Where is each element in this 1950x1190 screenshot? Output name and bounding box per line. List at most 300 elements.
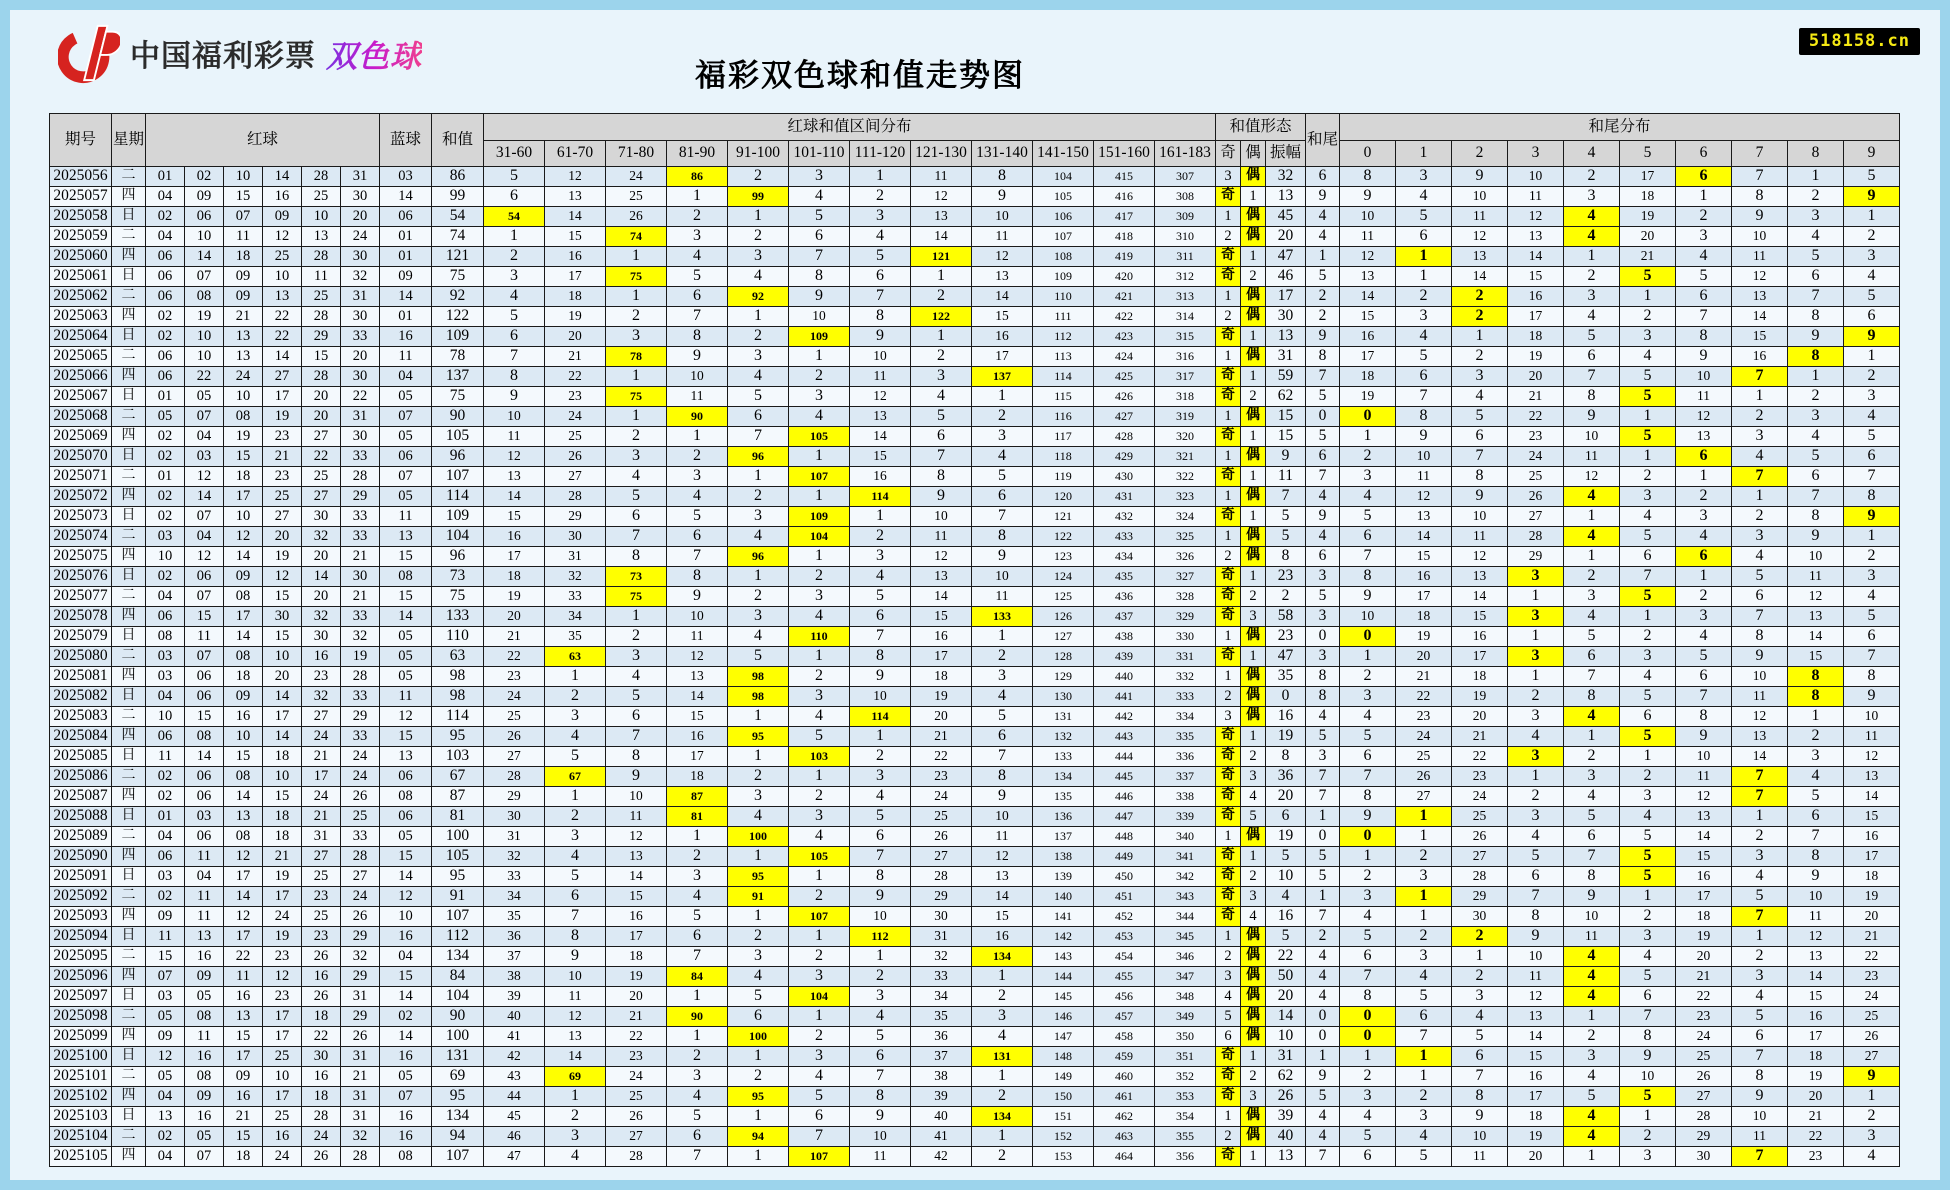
table-row	[50, 1087, 1900, 1107]
tail-dist-cell: 5	[1396, 347, 1452, 367]
range-miss-cell: 43	[484, 1067, 545, 1087]
range-miss-cell: 3	[606, 647, 667, 667]
red-ball-cell: 15	[263, 627, 302, 647]
amplitude-cell: 59	[1266, 367, 1306, 387]
tail-dist-cell: 24	[1452, 787, 1508, 807]
range-miss-cell: 34	[911, 987, 972, 1007]
tail-dist-cell: 2	[1396, 927, 1452, 947]
tail-dist-cell: 23	[1396, 707, 1452, 727]
amplitude-cell: 19	[1266, 727, 1306, 747]
range-col-header: 121-130	[911, 141, 972, 167]
range-miss-cell: 12	[545, 167, 606, 187]
even-cell: 偶	[1241, 527, 1266, 547]
odd-cell: 奇	[1216, 187, 1241, 207]
tail-dist-cell: 1	[1620, 747, 1676, 767]
tail-hit-cell: 1	[1396, 807, 1452, 827]
range-miss-cell: 28	[545, 487, 606, 507]
tail-dist-cell: 13	[1788, 607, 1844, 627]
range-miss-cell: 1	[728, 747, 789, 767]
range-col-header: 101-110	[789, 141, 850, 167]
even-cell: 1	[1241, 507, 1266, 527]
tail-dist-cell: 14	[1452, 267, 1508, 287]
even-cell: 2	[1241, 747, 1266, 767]
tail-dist-cell: 2	[1452, 967, 1508, 987]
range-hit-cell: 112	[850, 927, 911, 947]
range-hit-cell: 121	[911, 247, 972, 267]
range-miss-cell: 1	[728, 1147, 789, 1167]
issue-cell: 2025104	[50, 1127, 112, 1147]
range-miss-cell: 5	[545, 867, 606, 887]
tail-hit-cell: 9	[1844, 507, 1900, 527]
range-miss-cell: 1	[728, 567, 789, 587]
amplitude-cell: 23	[1266, 567, 1306, 587]
range-miss-cell: 15	[972, 307, 1033, 327]
tail-dist-cell: 22	[1844, 947, 1900, 967]
red-ball-cell: 32	[341, 627, 380, 647]
tail-dist-cell: 8	[1396, 407, 1452, 427]
issue-cell: 2025101	[50, 1067, 112, 1087]
tail-dist-cell: 5	[1340, 727, 1396, 747]
tail-dist-cell: 16	[1788, 1007, 1844, 1027]
tail-cell: 7	[1306, 767, 1340, 787]
tail-dist-cell: 12	[1788, 927, 1844, 947]
range-miss-cell: 1	[789, 927, 850, 947]
range-hit-cell: 105	[789, 847, 850, 867]
table-row	[50, 167, 1900, 187]
red-ball-cell: 33	[341, 507, 380, 527]
even-cell: 偶	[1241, 967, 1266, 987]
range-miss-cell: 2	[606, 427, 667, 447]
tail-cell: 6	[1306, 447, 1340, 467]
tail-dist-cell: 3	[1844, 567, 1900, 587]
tail-dist-cell: 8	[1620, 1027, 1676, 1047]
tail-dist-cell: 1	[1844, 1087, 1900, 1107]
range-miss-cell: 14	[972, 287, 1033, 307]
tail-dist-cell: 7	[1676, 687, 1732, 707]
even-cell: 偶	[1241, 1027, 1266, 1047]
amplitude-cell: 47	[1266, 647, 1306, 667]
red-ball-cell: 31	[302, 827, 341, 847]
range-hit-cell: 75	[606, 587, 667, 607]
tail-dist-cell: 3	[1508, 707, 1564, 727]
tail-cell: 0	[1306, 1007, 1340, 1027]
red-ball-cell: 17	[263, 887, 302, 907]
tail-dist-cell: 6	[1732, 587, 1788, 607]
range-miss-cell: 31	[484, 827, 545, 847]
red-ball-cell: 06	[146, 247, 185, 267]
issue-cell: 2025070	[50, 447, 112, 467]
tail-dist-cell: 14	[1676, 827, 1732, 847]
tail-dist-cell: 1	[1788, 707, 1844, 727]
tail-cell: 0	[1306, 627, 1340, 647]
range-miss-cell: 13	[911, 207, 972, 227]
sum-cell: 134	[432, 1107, 484, 1127]
tail-hit-cell: 3	[1508, 747, 1564, 767]
range-miss-cell: 18	[911, 667, 972, 687]
red-ball-cell: 24	[302, 727, 341, 747]
tail-dist-cell: 11	[1732, 687, 1788, 707]
blue-ball-cell: 11	[380, 507, 432, 527]
tail-dist-cell: 20	[1676, 947, 1732, 967]
tail-dist-cell: 9	[1340, 587, 1396, 607]
tail-dist-cell: 2	[1788, 727, 1844, 747]
range-miss-cell: 7	[667, 947, 728, 967]
tail-hit-cell: 3	[1508, 607, 1564, 627]
sum-cell: 131	[432, 1047, 484, 1067]
week-cell: 四	[112, 187, 146, 207]
range-miss-cell: 9	[545, 947, 606, 967]
range-miss-cell: 1	[789, 1007, 850, 1027]
tail-dist-cell: 19	[1676, 927, 1732, 947]
range-miss-cell: 132	[1033, 727, 1094, 747]
table-row	[50, 1127, 1900, 1147]
issue-cell: 2025076	[50, 567, 112, 587]
week-cell: 日	[112, 687, 146, 707]
table-row	[50, 487, 1900, 507]
range-miss-cell: 9	[850, 667, 911, 687]
range-miss-cell: 3	[545, 1127, 606, 1147]
red-ball-cell: 15	[146, 947, 185, 967]
red-ball-cell: 19	[263, 927, 302, 947]
even-cell: 偶	[1241, 307, 1266, 327]
red-ball-cell: 21	[302, 747, 341, 767]
tail-dist-cell: 7	[1732, 167, 1788, 187]
tail-cell: 1	[1306, 887, 1340, 907]
range-miss-cell: 1	[606, 247, 667, 267]
tail-dist-cell: 13	[1340, 267, 1396, 287]
issue-cell: 2025064	[50, 327, 112, 347]
week-cell: 日	[112, 1047, 146, 1067]
tail-dist-cell: 8	[1564, 867, 1620, 887]
red-ball-cell: 14	[224, 627, 263, 647]
range-miss-cell: 434	[1094, 547, 1155, 567]
red-ball-cell: 15	[224, 187, 263, 207]
range-miss-cell: 36	[911, 1027, 972, 1047]
range-miss-cell: 6	[972, 487, 1033, 507]
tail-dist-cell: 7	[1508, 887, 1564, 907]
tail-dist-cell: 22	[1676, 987, 1732, 1007]
range-miss-cell: 20	[606, 987, 667, 1007]
odd-cell: 奇	[1216, 727, 1241, 747]
range-miss-cell: 4	[728, 527, 789, 547]
range-miss-cell: 15	[484, 507, 545, 527]
red-ball-cell: 22	[224, 947, 263, 967]
tail-dist-cell: 7	[1452, 1067, 1508, 1087]
range-miss-cell: 3	[972, 427, 1033, 447]
week-cell: 二	[112, 347, 146, 367]
tail-dist-cell: 8	[1844, 667, 1900, 687]
red-ball-cell: 02	[146, 207, 185, 227]
range-miss-cell: 351	[1155, 1047, 1216, 1067]
tail-dist-cell: 8	[1732, 1067, 1788, 1087]
range-miss-cell: 19	[911, 687, 972, 707]
range-miss-cell: 331	[1155, 647, 1216, 667]
red-ball-cell: 10	[146, 707, 185, 727]
tail-dist-cell: 29	[1508, 547, 1564, 567]
amplitude-cell: 10	[1266, 1027, 1306, 1047]
red-ball-cell: 10	[263, 1067, 302, 1087]
amplitude-cell: 13	[1266, 327, 1306, 347]
tail-dist-cell: 15	[1676, 847, 1732, 867]
range-miss-cell: 13	[545, 187, 606, 207]
tail-cell: 8	[1306, 687, 1340, 707]
tail-cell: 2	[1306, 287, 1340, 307]
table-row	[50, 587, 1900, 607]
red-ball-cell: 08	[224, 407, 263, 427]
red-ball-cell: 31	[341, 1047, 380, 1067]
range-hit-cell: 109	[789, 507, 850, 527]
odd-cell: 1	[1216, 287, 1241, 307]
range-miss-cell: 4	[789, 707, 850, 727]
tail-dist-cell: 10	[1620, 1067, 1676, 1087]
tail-dist-cell: 4	[1788, 227, 1844, 247]
range-miss-cell: 435	[1094, 567, 1155, 587]
red-ball-cell: 15	[224, 1027, 263, 1047]
even-cell: 偶	[1241, 1107, 1266, 1127]
range-miss-cell: 18	[667, 767, 728, 787]
week-cell: 四	[112, 1087, 146, 1107]
range-miss-cell: 9	[789, 287, 850, 307]
issue-cell: 2025099	[50, 1027, 112, 1047]
red-ball-cell: 15	[224, 447, 263, 467]
tail-dist-cell: 14	[1844, 787, 1900, 807]
range-hit-cell: 134	[972, 947, 1033, 967]
tail-dist-cell: 23	[1452, 767, 1508, 787]
odd-cell: 2	[1216, 547, 1241, 567]
range-miss-cell: 11	[667, 387, 728, 407]
sum-cell: 133	[432, 607, 484, 627]
red-ball-cell: 30	[341, 427, 380, 447]
tail-dist-cell: 8	[1452, 1087, 1508, 1107]
red-ball-cell: 31	[341, 1107, 380, 1127]
range-miss-cell: 319	[1155, 407, 1216, 427]
range-miss-cell: 2	[911, 347, 972, 367]
red-ball-cell: 30	[302, 627, 341, 647]
range-hit-cell: 95	[728, 1087, 789, 1107]
issue-cell: 2025091	[50, 867, 112, 887]
blue-ball-cell: 08	[380, 1147, 432, 1167]
table-row	[50, 807, 1900, 827]
range-miss-cell: 24	[606, 167, 667, 187]
red-ball-cell: 18	[263, 747, 302, 767]
blue-ball-cell: 15	[380, 727, 432, 747]
blue-ball-cell: 08	[380, 567, 432, 587]
red-ball-cell: 03	[146, 987, 185, 1007]
range-miss-cell: 4	[972, 687, 1033, 707]
tail-dist-cell: 3	[1340, 687, 1396, 707]
odd-cell: 奇	[1216, 1047, 1241, 1067]
range-miss-cell: 3	[728, 347, 789, 367]
tail-dist-cell: 13	[1452, 247, 1508, 267]
range-miss-cell: 5	[606, 687, 667, 707]
range-miss-cell: 327	[1155, 567, 1216, 587]
tail-cell: 5	[1306, 427, 1340, 447]
red-ball-cell: 22	[302, 447, 341, 467]
tail-dist-cell: 13	[1844, 767, 1900, 787]
tail-hit-cell: 1	[1396, 247, 1452, 267]
red-ball-cell: 19	[341, 647, 380, 667]
range-miss-cell: 129	[1033, 667, 1094, 687]
week-cell: 日	[112, 567, 146, 587]
even-cell: 偶	[1241, 487, 1266, 507]
range-miss-cell: 7	[606, 527, 667, 547]
tail-dist-cell: 1	[1564, 1007, 1620, 1027]
blue-ball-cell: 04	[380, 367, 432, 387]
tail-dist-cell: 26	[1396, 767, 1452, 787]
red-ball-cell: 21	[341, 587, 380, 607]
amplitude-cell: 39	[1266, 1107, 1306, 1127]
range-miss-cell: 26	[606, 207, 667, 227]
sum-cell: 69	[432, 1067, 484, 1087]
even-cell: 偶	[1241, 1007, 1266, 1027]
range-miss-cell: 2	[972, 987, 1033, 1007]
range-miss-cell: 20	[484, 607, 545, 627]
range-miss-cell: 18	[545, 287, 606, 307]
sum-cell: 100	[432, 827, 484, 847]
red-ball-cell: 24	[263, 1147, 302, 1167]
amplitude-cell: 23	[1266, 627, 1306, 647]
even-cell: 3	[1241, 887, 1266, 907]
tail-cell: 3	[1306, 747, 1340, 767]
range-miss-cell: 4	[667, 487, 728, 507]
red-ball-cell: 10	[185, 227, 224, 247]
amplitude-cell: 40	[1266, 1127, 1306, 1147]
range-miss-cell: 5	[972, 467, 1033, 487]
tail-dist-cell: 8	[1340, 567, 1396, 587]
range-miss-cell: 438	[1094, 627, 1155, 647]
range-miss-cell: 10	[667, 607, 728, 627]
range-miss-cell: 33	[484, 867, 545, 887]
tail-dist-cell: 1	[1508, 767, 1564, 787]
tail-dist-cell: 8	[1788, 307, 1844, 327]
tail-dist-cell: 3	[1564, 1047, 1620, 1067]
red-ball-cell: 08	[224, 827, 263, 847]
sum-cell: 67	[432, 767, 484, 787]
red-ball-cell: 09	[263, 207, 302, 227]
range-miss-cell: 4	[972, 1027, 1033, 1047]
red-ball-cell: 10	[224, 507, 263, 527]
amplitude-cell: 11	[1266, 467, 1306, 487]
table-row	[50, 1007, 1900, 1027]
blue-ball-cell: 12	[380, 707, 432, 727]
range-miss-cell: 1	[789, 767, 850, 787]
range-miss-cell: 2	[545, 807, 606, 827]
range-miss-cell: 440	[1094, 667, 1155, 687]
week-cell: 二	[112, 767, 146, 787]
range-miss-cell: 340	[1155, 827, 1216, 847]
red-ball-cell: 09	[224, 287, 263, 307]
blue-ball-cell: 16	[380, 1047, 432, 1067]
tail-dist-cell: 4	[1396, 1127, 1452, 1147]
red-ball-cell: 12	[263, 967, 302, 987]
range-miss-cell: 15	[545, 227, 606, 247]
range-miss-cell: 13	[545, 1027, 606, 1047]
tail-dist-cell: 14	[1732, 307, 1788, 327]
range-miss-cell: 316	[1155, 347, 1216, 367]
range-miss-cell: 17	[545, 267, 606, 287]
range-miss-cell: 39	[911, 1087, 972, 1107]
range-miss-cell: 13	[484, 467, 545, 487]
range-miss-cell: 2	[728, 927, 789, 947]
tail-dist-cell: 14	[1452, 587, 1508, 607]
range-miss-cell: 3	[972, 667, 1033, 687]
blue-ball-cell: 01	[380, 227, 432, 247]
red-ball-cell: 30	[341, 307, 380, 327]
range-miss-cell: 15	[911, 607, 972, 627]
range-miss-cell: 353	[1155, 1087, 1216, 1107]
issue-cell: 2025073	[50, 507, 112, 527]
amplitude-cell: 58	[1266, 607, 1306, 627]
range-miss-cell: 1	[789, 447, 850, 467]
range-miss-cell: 131	[1033, 707, 1094, 727]
red-ball-cell: 05	[185, 387, 224, 407]
tail-dist-cell: 4	[1620, 507, 1676, 527]
issue-cell: 2025059	[50, 227, 112, 247]
table-row	[50, 187, 1900, 207]
range-miss-cell: 34	[484, 887, 545, 907]
range-miss-cell: 1	[606, 367, 667, 387]
range-miss-cell: 2	[789, 367, 850, 387]
tail-dist-cell: 10	[1844, 707, 1900, 727]
amplitude-cell: 9	[1266, 447, 1306, 467]
range-miss-cell: 120	[1033, 487, 1094, 507]
tail-dist-cell: 1	[1340, 847, 1396, 867]
range-miss-cell: 346	[1155, 947, 1216, 967]
range-miss-cell: 2	[789, 1027, 850, 1047]
tail-dist-cell: 1	[1620, 1107, 1676, 1127]
tail-digit-header: 7	[1732, 141, 1788, 167]
range-miss-cell: 9	[972, 547, 1033, 567]
tail-dist-cell: 9	[1452, 487, 1508, 507]
red-ball-cell: 16	[224, 707, 263, 727]
tail-dist-cell: 30	[1676, 1147, 1732, 1167]
red-ball-cell: 27	[263, 507, 302, 527]
issue-cell: 2025086	[50, 767, 112, 787]
range-miss-cell: 8	[911, 467, 972, 487]
range-col-header: 31-60	[484, 141, 545, 167]
range-hit-cell: 105	[789, 427, 850, 447]
red-ball-cell: 20	[341, 207, 380, 227]
range-miss-cell: 3	[789, 587, 850, 607]
range-miss-cell: 23	[545, 387, 606, 407]
tail-dist-cell: 3	[1620, 927, 1676, 947]
tail-dist-cell: 10	[1452, 187, 1508, 207]
range-miss-cell: 439	[1094, 647, 1155, 667]
range-miss-cell: 116	[1033, 407, 1094, 427]
range-miss-cell: 11	[911, 167, 972, 187]
red-ball-cell: 25	[341, 807, 380, 827]
red-ball-cell: 13	[224, 347, 263, 367]
tail-dist-cell: 23	[1676, 1007, 1732, 1027]
tail-hit-cell: 3	[1508, 647, 1564, 667]
range-miss-cell: 2	[850, 747, 911, 767]
sum-cell: 95	[432, 867, 484, 887]
tail-dist-cell: 15	[1508, 1047, 1564, 1067]
tail-dist-cell: 9	[1620, 1047, 1676, 1067]
red-ball-cell: 30	[302, 507, 341, 527]
range-miss-cell: 26	[545, 447, 606, 467]
tail-dist-cell: 6	[1788, 267, 1844, 287]
range-miss-cell: 1	[789, 347, 850, 367]
red-ball-cell: 12	[224, 527, 263, 547]
tail-dist-cell: 20	[1788, 1087, 1844, 1107]
tail-dist-cell: 19	[1844, 887, 1900, 907]
range-miss-cell: 2	[789, 887, 850, 907]
tail-dist-cell: 4	[1508, 727, 1564, 747]
tail-dist-cell: 19	[1508, 1127, 1564, 1147]
tail-cell: 4	[1306, 1127, 1340, 1147]
range-miss-cell: 124	[1033, 567, 1094, 587]
